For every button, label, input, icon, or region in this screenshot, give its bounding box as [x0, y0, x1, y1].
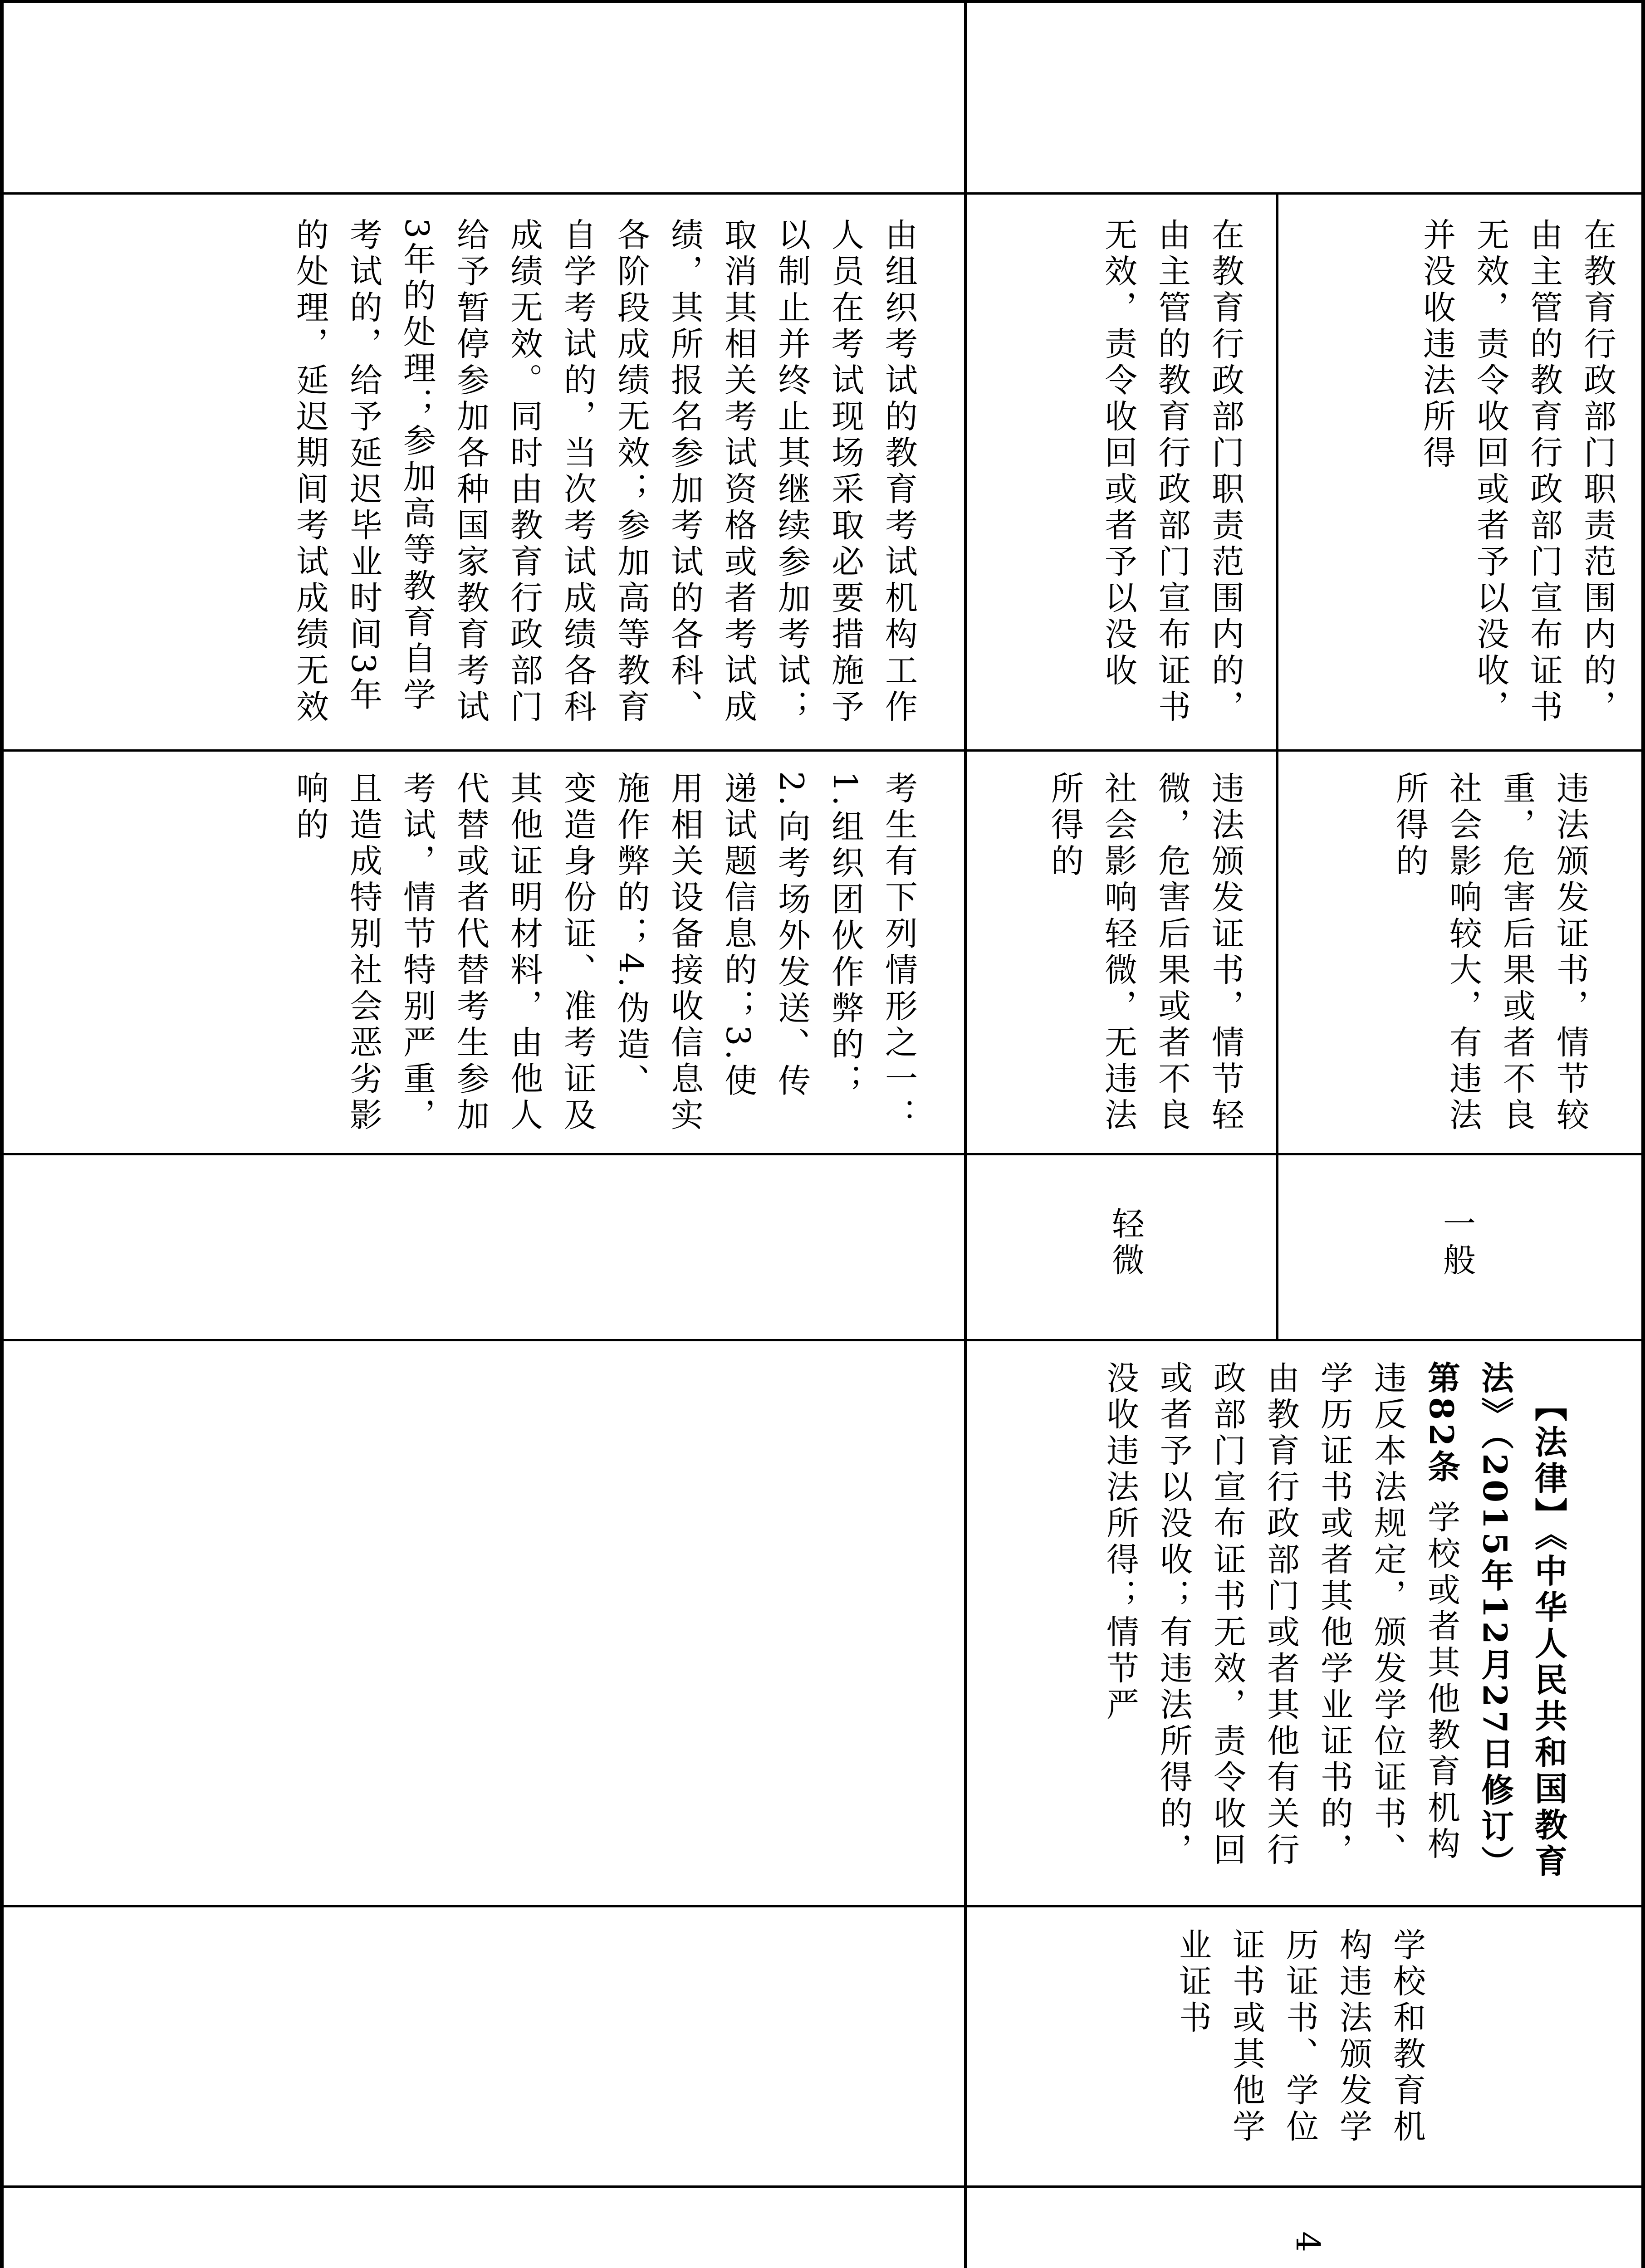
row-number: 4 — [1288, 2231, 1327, 2252]
legal-basis-body: 学校或者其他教育机构违反本法规定，颁发学位证书、学历证书或者其他学业证书的，由教育行政部门或者其他有关行政部门宣布证书无效，责令收回或者予以没收；有违法所得的，没收违法所得；情节严 — [1101, 1361, 1460, 1869]
prev-penalty-text: 由组织考试的教育考试机构工作人员在考试现场采取必要措施予以制止并终止其继续参加考试；取消其相关考试资格或者考试成绩，其所报名参加考试的各科、各阶段成绩无效；参加高等教育自学考试的，当次考试成绩各科成绩无效。同时由教育行政部门给予暂停参加各种国家教育考试3年的处理；参加高等教育自学考试的，给予延迟毕业时间3年的处理，延迟期间考试成绩无效 — [291, 218, 918, 726]
general-penalty-text: 在教育行政部门职责范围内的，由主管的教育行政部门宣布证书无效，责令收回或者予以没收，并没收违法所得 — [1418, 218, 1616, 726]
general-circumstance-text: 违法颁发证书，情节较重，危害后果或者不良社会影响较大，有违法所得的 — [1390, 771, 1589, 1134]
minor-level-label: 轻微 — [1106, 1207, 1145, 1279]
general-level-label: 一般 — [1438, 1207, 1476, 1279]
minor-circumstance-text: 违法颁发证书，情节轻微，危害后果或者不良社会影响轻微，无违法所得的 — [1046, 771, 1244, 1134]
minor-penalty-text: 在教育行政部门职责范围内的，由主管的教育行政部门宣布证书无效，责令收回或者予以没收 — [1099, 218, 1244, 726]
legal-basis-title: 【法律】《中华人民共和国教育法》（2015年12月27日修订） — [1476, 1361, 1568, 1882]
prev-circumstance-text: 考生有下列情形之一：1.组织团伙作弊的；2.向考场外发送、传递试题信息的；3.使用相关设备接收信息实施作弊的；4.伪造、变造身份证、准考证及其他证明材料，由他人代替或者代替考生参加考试，情节特别严重，且造成特别社会恶劣影响的 — [291, 771, 918, 1134]
item-name-text: 学校和教育机构违法颁发学历证书、学位证书或其他学业证书 — [1174, 1928, 1426, 2146]
legal-basis-cell — [975, 1361, 1629, 1892]
legal-basis-article: 第82条 — [1422, 1361, 1461, 1486]
